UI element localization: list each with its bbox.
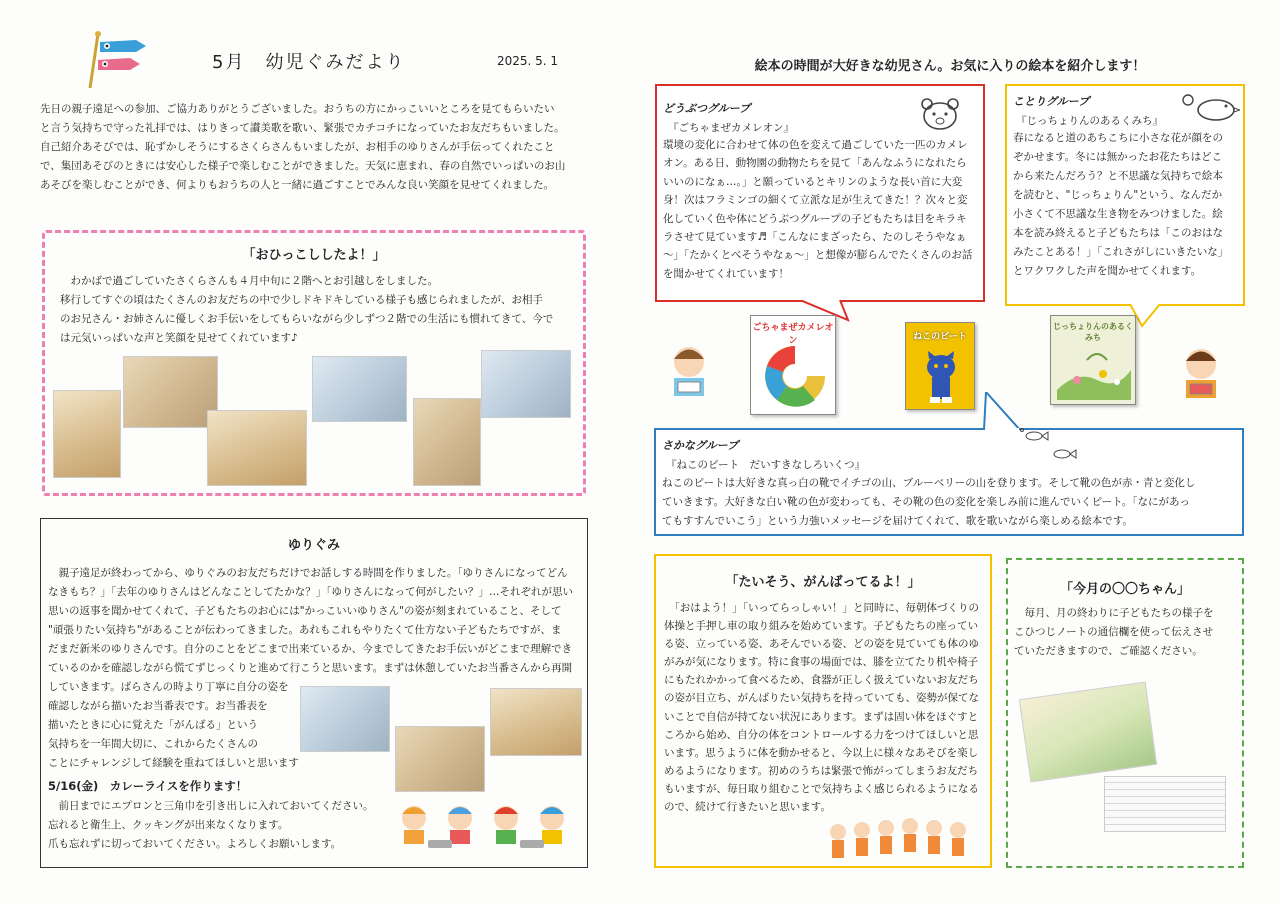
notebook-page-photo <box>1104 776 1226 832</box>
photo-yuri-1 <box>300 686 390 752</box>
cooking-kids-illustration <box>392 800 582 852</box>
photo-yuri-2 <box>395 726 485 792</box>
photo-moving-2 <box>123 356 218 428</box>
cooking-event: 5/16(金) カレーライスを作ります！ <box>48 779 248 793</box>
exercise-title: 「たいそう、がんばってるよ！」 <box>725 575 921 590</box>
moving-text: わかばで過ごしていたさくらさんも４月中旬に２階へとお引越しをしました。 移行してすぐの頃はたくさんのお友だちの中で少しドキドキしている様子も感じられましたが、お相手 のお兄さん・お姉さんに優しくお手伝いをしてもらいながら少しずつ２階での生活にも慣れてきて、今で は元気いっぱいな声と笑顔を見せてくれています♪ <box>60 275 554 344</box>
cover-jitchorin: じっちょりんのあるくみち <box>1050 315 1136 405</box>
intro-text: 先日の親子遠足への参加、ご協力ありがとうございました。おうちの方にかっこいいところを見てもらいたい と言う気持ちで守った礼拝では、はりきって讃美歌を歌い、緊張でカチコチになっていたお友だちもいました。 自己紹介あそびでは、恥ずかしそうにするさくらさんもいましたが、お相手のゆりさんが手伝ってくれたこと で、集団あそびのときには安心した様子で楽しむことができました。天気に恵まれ、春の自然でいっぱいのお山 あそびを楽しむことができ、何よりもおうちの人と一緒に過ごすことでみんな良い笑顔を見せてくれました。 <box>40 103 566 191</box>
photo-moving-3 <box>207 410 307 486</box>
yuri-title: ゆりぐみ <box>287 538 340 553</box>
cooking-notes: 前日までにエプロンと三角巾を引き出しに入れておいてください。 忘れると衛生上、クッキングが出来なくなります。 爪も忘れずに切っておいてください。よろしくお願いします。 <box>48 800 374 850</box>
page-title: 5月 幼児ぐみだより <box>212 52 406 73</box>
animal-book-title: 『ごちゃまぜカメレオン』 <box>668 122 794 134</box>
books-heading: 絵本の時間が大好きな幼児さん。お気に入りの絵本を紹介します！ <box>754 59 1146 74</box>
yuri-text-1: 親子遠足が終わってから、ゆりぐみのお友だちだけでお話しする時間を作りました。「ゆりさんになってどん なきもち？」「去年のゆりさんはどんなことしてたかな？」「ゆりさんになって何がしたい？」…それぞれが思い 思いの返事を聞かせてくれて、子どもたちのお心には"かっこいいゆりさん"の姿が刻まれていること、そして "頑張りたい気持ち"があることが伝わってきました。あれもこれもやりたくて仕方ない子どもたちですが、ま だまだ新米のゆりさんです。自分のことをどこまで出来ているか、今までしてきたお手伝いがどこまで理解でき ているのかを確認しながら慌てずじっくりと進めて行こうと思います。まずは休憩していたお当番さんから再開 <box>48 567 573 674</box>
bird-book-title: 『じっちょりんのあるくみち』 <box>1016 115 1163 127</box>
photo-moving-4 <box>312 356 407 422</box>
cover-pete-the-cat: ねこのピート <box>905 322 975 410</box>
fish-icon <box>1018 428 1082 462</box>
bear-icon <box>915 94 965 132</box>
photo-moving-6 <box>481 350 571 418</box>
koinobori-icon <box>84 30 154 90</box>
fish-book-title: 『ねこのピート だいすきなしろいくつ』 <box>666 459 866 471</box>
moving-title: 「おひっこししたよ！」 <box>242 248 386 263</box>
notebook-cover-photo <box>1019 682 1157 783</box>
animal-text: 環境の変化に合わせて体の色を変えて過ごしていた一匹のカメレ オン。ある日、動物園の動物たちを見て「あんなふうになれたら いいのになぁ…。」と願っているとキリンのような長い首に大変 身！次はフラミンゴの細くて立派な足が生えてきた！？次々と変 化していく色や体にどうぶつグループの子どもたちは目をキラキ ラさせて見ています♬「こんなにまざったら、たのしそうやなぁ ～」「たかくとべそうやなぁ～」と想像が膨らんでたくさんのお話 を聞かせてくれています！ <box>663 139 973 280</box>
exercise-kids-illustration <box>826 818 976 864</box>
bird-text: 春になると道のあちこちに小さな花が顔をの ぞかせます。冬には無かったお花たちはどこ から来たんだろう？と不思議な気持ちで絵本 を読むと、"じっちょりん"という、なんだか 小さくて不思議な生き物をみつけました。絵 本を読み終えると子どもたちは「このおはな みたことある！」「これさがしにいきたいな」 とワクワクした声を聞かせてくれます。 <box>1013 132 1229 277</box>
monthly-title: 「今月の〇〇ちゃん」 <box>1059 582 1190 597</box>
photo-moving-1 <box>53 390 121 478</box>
child-reading-right <box>1180 346 1222 402</box>
animal-group-label: どうぶつグループ <box>663 102 751 115</box>
issue-date: 2025. 5. 1 <box>497 54 559 68</box>
bird-group-label: ことりグループ <box>1013 95 1090 108</box>
fish-group-label: さかなグループ <box>662 439 739 452</box>
fish-text: ねこのピートは大好きな真っ白の靴でイチゴの山、ブルーベリーの山を登ります。そして靴の色が赤・青と変化し ていきます。大好きな白い靴の色が変わっても、その靴の色の変化を楽しみ前に進んでいくピート。「なにがあっ てもすすんでいこう」という力強いメッセージを届けてくれて、歌を歌いながら楽しめる絵本です。 <box>662 477 1196 527</box>
cover-chameleon: ごちゃまぜカメレオン <box>750 315 836 415</box>
fish-bubble-tail <box>980 392 1040 432</box>
child-reading-left <box>668 344 710 400</box>
photo-moving-5 <box>413 398 481 486</box>
bird-icon <box>1180 90 1240 126</box>
monthly-text: 毎月、月の終わりに子どもたちの様子を こひつじノートの通信欄を使って伝えさせ ていただきますので、ご確認ください。 <box>1014 607 1214 657</box>
yuri-text-2: していきます。ばらさんの時より丁寧に自分の姿を 確認しながら描いたお当番表です。お当番表を 描いたときに心に覚えた「がんばる」という 気持ちを一年間大切に、これからたくさんの ことにチャレンジして経験を重ねてほしいと思います <box>48 681 299 769</box>
photo-yuri-3 <box>490 688 582 756</box>
exercise-text: 「おはよう！」「いってらっしゃい！」と同時に、毎朝体づくりの 体操と手押し車の取り組みを始めています。子どもたちの座ってい る姿、立っている姿、あそんでいる姿、どの姿を見ていても体のゆ がみが気になります。特に食事の場面では、膝を立てたり机や椅子 にもたれかかって食べるため、食器が正しく扱えていないお友だち の姿が目立ち、がんばりたい気持ちを持っていても、姿勢が保てな いことで自信が持てない状況にあります。まずは固い体をほぐすと ころから始め、自分の体をコントロールする力をつけてほしいと思 います。思うように体を動かせると、今以上に様々なあそびを楽し めるようになります。初めのうちは緊張で怖がってしまうお友だち もいますが、毎日取り組むことで気持ちよく感じられるようになる ので、続けて行きたいと思います。 <box>664 602 979 814</box>
